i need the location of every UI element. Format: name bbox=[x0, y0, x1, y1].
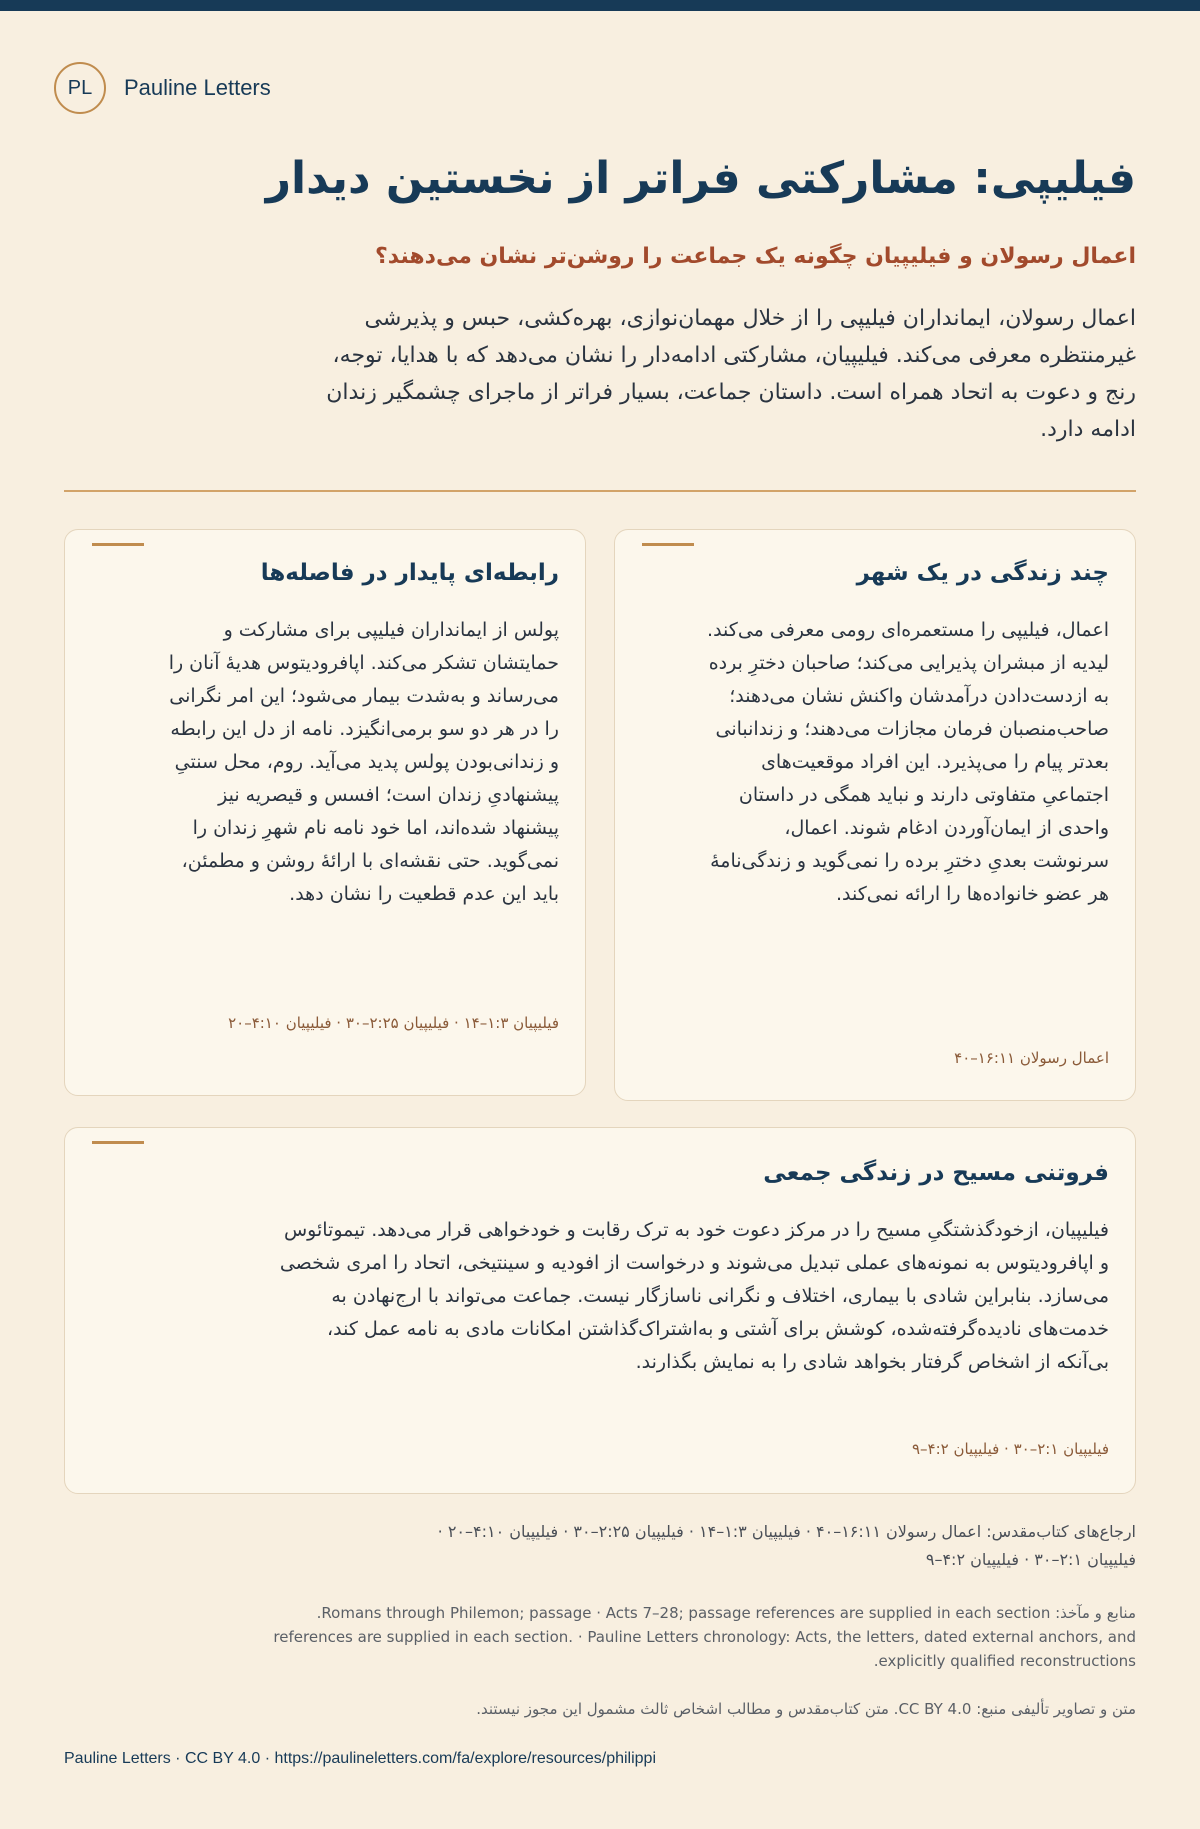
scripture-references bbox=[64, 1518, 1136, 1574]
sources-note bbox=[64, 1601, 1136, 1673]
card-accent bbox=[92, 1141, 144, 1144]
footer-link[interactable]: Pauline Letters · CC BY 4.0 · https://paulineletters.com/fa/explore/resources/philippi bbox=[64, 1750, 656, 1767]
sources-line: explicitly qualified reconstructions. bbox=[873, 1652, 1136, 1670]
scripture-references-line: فیلیپیان ۲:۱–۳۰ · فیلیپیان ۴:۲–۹ bbox=[925, 1550, 1136, 1569]
page-title: فیلیپی: مشارکتی فراتر از نخستین دیدار bbox=[265, 153, 1136, 204]
card-accent bbox=[92, 543, 144, 546]
brand-logo-link[interactable] bbox=[54, 62, 271, 114]
card-scripture-refs: اعمال رسولان ۱۶:۱۱–۴۰ bbox=[954, 1049, 1109, 1067]
card-title: فروتنی مسیح در زندگی جمعی bbox=[763, 1160, 1109, 1186]
sources-line: references are supplied in each section. · Pauline Letters chronology: Acts, the letters, dated external anchors, and bbox=[273, 1628, 1136, 1646]
card-body: اعمال، فیلیپی را مستعمره‌ای رومی معرفی می‌کند. لیدیه از مبشران پذیرایی می‌کند؛ صاحبان دخترِ برده به ازدست‌دادن درآمدشان واکنش نشان می‌دهند؛ صاحب‌منصبان فرمان مجازات می‌دهند؛ و زندانبانی بعدتر پیام را می‌پذیرد. این افراد موقعیت‌های اجتماعیِ متفاوتی دارند و نباید همگی در داستان واحدی از ایمان‌آوردن ادغام شوند. اعمال، سرنوشت بعدیِ دخترِ برده را نمی‌گوید و زندگی‌نامهٔ هر عضو خانواده‌ها را ارائه نمی‌کند. bbox=[707, 619, 1109, 905]
intro-paragraph: اعمال رسولان، ایمانداران فیلیپی را از خلال مهمان‌نوازی، بهره‌کشی، حبس و پذیرشی غیرمنتظره معرفی می‌کند. فیلیپیان، مشارکتی ادامه‌دار را نشان می‌دهد که با هدایا، توجه، رنج و دعوت به اتحاد همراه است. داستان جماعت، بسیار فراتر از ماجرای چشمگیر زندان ادامه دارد. bbox=[326, 306, 1136, 442]
card-scripture-refs: فیلیپیان ۱:۳–۱۴ · فیلیپیان ۲:۲۵–۳۰ · فیلیپیان ۴:۱۰–۲۰ bbox=[228, 1014, 559, 1032]
card-title: رابطه‌ای پایدار در فاصله‌ها bbox=[260, 560, 559, 586]
card-body: پولس از ایمانداران فیلیپی برای مشارکت و حمایتشان تشکر می‌کند. اپافرودیتوس هدیهٔ آنان را می‌رساند و به‌شدت بیمار می‌شود؛ این امر نگرانی را در هر دو سو برمی‌انگیزد. نامه از دل این رابطه و زندانی‌بودن پولس پدید می‌آید. روم، محل سنتیِ پیشنهادیِ زندان است؛ افسس و قیصریه نیز پیشنهاد شده‌اند، اما خود نامه نام شهرِ زندان را نمی‌گوید. حتی نقشه‌ای با ارائهٔ روشن و مطمئن، باید این عدم قطعیت را نشان دهد. bbox=[168, 619, 559, 905]
card-scripture-refs: فیلیپیان ۲:۱–۳۰ · فیلیپیان ۴:۲–۹ bbox=[911, 1440, 1109, 1458]
top-accent-bar bbox=[0, 0, 1200, 11]
scripture-references-line: ارجاع‌های کتاب‌مقدس: اعمال رسولان ۱۶:۱۱–۴۰ · فیلیپیان ۱:۳–۱۴ · فیلیپیان ۲:۲۵–۳۰ · فیلیپیان ۴:۱۰–۲۰ · bbox=[437, 1522, 1136, 1541]
license-note: متن و تصاویر تألیفی منبع: CC BY 4.0. متن کتاب‌مقدس و مطالب اشخاص ثالث مشمول این مجوز نیستند. bbox=[476, 1700, 1136, 1718]
brand-name: Pauline Letters bbox=[124, 75, 271, 100]
sources-line: منابع و مآخذ: Romans through Philemon; passage · Acts 7–28; passage references are supplied in each section. bbox=[316, 1604, 1136, 1622]
card-accent bbox=[642, 543, 694, 546]
brand-monogram: PL bbox=[54, 62, 106, 114]
card-body: فیلیپیان، ازخودگذشتگیِ مسیح را در مرکز دعوت خود به ترک رقابت و خودخواهی قرار می‌دهد. تیموتائوس و اپافرودیتوس به نمونه‌های عملی تبدیل می‌شوند و درخواست از افودیه و سینتیخی، اتحاد را امری شخصی می‌سازد. بنابراین شادی با بیماری، اختلاف و نگرانی ناسازگار نیست. جماعت می‌تواند با ارج‌نهادن به خدمت‌های نادیده‌گرفته‌شده، کوشش برای آشتی و به‌اشتراک‌گذاشتن امکانات مادی به نامه عمل کند، بی‌آنکه از اشخاص گرفتار بخواهد شادی را به نمایش بگذارند. bbox=[279, 1219, 1109, 1373]
section-divider bbox=[64, 490, 1136, 492]
card-title: چند زندگی در یک شهر bbox=[856, 560, 1109, 586]
page-subtitle: اعمال رسولان و فیلیپیان چگونه یک جماعت را روشن‌تر نشان می‌دهند؟ bbox=[374, 244, 1136, 269]
